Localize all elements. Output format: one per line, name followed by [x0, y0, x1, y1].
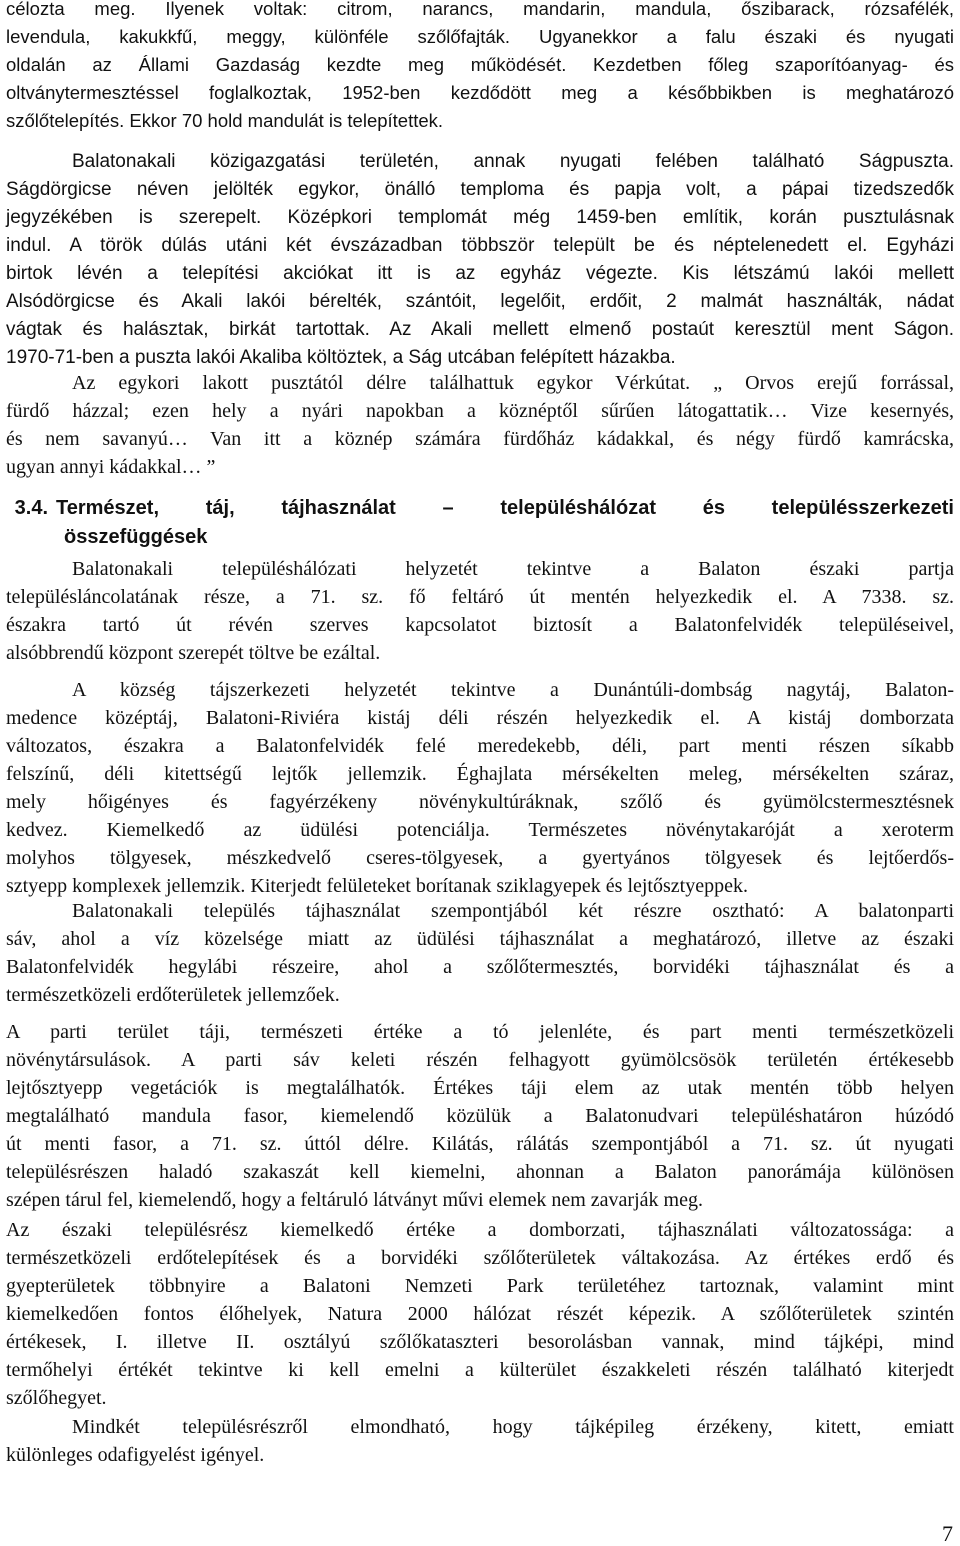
text-line: medence középtáj, Balatoni-Riviéra kistáj déli részén helyezkedik el. A kistáj domborzata [6, 707, 954, 729]
text-line: Balatonfelvidék hegylábi részeire, ahol a szőlőtermesztés, borvidéki tájhasználat és a [6, 956, 954, 978]
paragraph-northern-values [6, 1216, 954, 1412]
text-line: gyepterületek többnyire a Balatoni Nemzeti Park területéhez tartoznak, valamint mint [6, 1275, 954, 1297]
paragraph-shore-values [6, 1018, 954, 1214]
text-line: Ságdörgicse néven jelölték egykor, önálló temploma és papja volt, a pápai tizedszedők [6, 179, 954, 200]
text-line: Mindkét településrészről elmondható, hogy tájképileg érzékeny, kitett, emiatt [72, 1416, 954, 1438]
text-line: megtalálható mandula fasor, kiemelendő közülük a Balatonudvari településhatáron húzódó [6, 1105, 954, 1127]
text-line: A parti terület táji, természeti értéke a tó jelenléte, és part menti természetközeli [6, 1021, 954, 1043]
paragraph-verkut [6, 369, 954, 481]
paragraph-land-use [6, 897, 954, 1009]
section-heading [14, 494, 954, 552]
page-number: 7 [942, 1521, 953, 1546]
text-line: természetközeli erdőtelepítések és a borvidéki szőlőterületek váltakozása. Az értékes erdő és [6, 1247, 954, 1269]
text-line: sáv, ahol a víz közelsége miatt az üdülési tájhasználat a meghatározó, illetve az északi [6, 928, 954, 950]
text-line: Az északi településrész kiemelkedő értéke a domborzati, tájhasználati változatossága: a [6, 1219, 954, 1241]
text-line: birtok lévén a telepítési akciókat itt is az egyház végezte. Kis létszámú lakói mellett [6, 263, 954, 284]
paragraph-citrus-and-state-farm [6, 0, 954, 135]
text-line: kiemelkedően fontos élőhelyek, Natura 2000 hálózat részét képezik. A szőlőterületek szintén [6, 1303, 954, 1325]
text-line: Balatonakali településhálózati helyzetét tekintve a Balaton északi partja [72, 558, 954, 580]
text-line: fürdő házzal; ezen hely a nyári napokban a köznéptől sűrűen látogattatik… Vize kesernyés, [6, 400, 954, 422]
paragraph-landscape-structure [6, 676, 954, 900]
text-line: szépen tárul fel, kiemelendő, hogy a feltáruló látványt művi elemek nem zavarják meg. [6, 1189, 703, 1211]
text-line: természetközeli erdőterületek jellemzőek. [6, 984, 340, 1006]
text-line: településláncolatának része, a 71. sz. fő feltáró út mentén helyezkedik el. A 7338. sz. [6, 586, 954, 608]
section-title-line: összefüggések [64, 526, 208, 548]
text-line: növénytársulások. A parti sáv keleti részén felhagyott gyümölcsösök területén értékesebb [6, 1049, 954, 1071]
text-line: oldalán az Állami Gazdaság kezdte meg működését. Kezdetben főleg szaporítóanyag- és [6, 54, 954, 75]
text-line: mely hőigényes és fagyérzékeny növénykultúráknak, szőlő és gyümölcstermesztésnek [6, 791, 954, 813]
paragraph-sagpuszta [6, 148, 954, 372]
text-line: szőlőtelepítés. Ekkor 70 hold mandulát is telepítettek. [6, 110, 444, 131]
text-line: A község tájszerkezeti helyzetét tekintve a Dunántúli-dombság nagytáj, Balaton- [72, 679, 954, 701]
text-line: Balatonakali közigazgatási területén, annak nyugati felében található Ságpuszta. [72, 151, 954, 172]
text-line: különleges odafigyelést igényel. [6, 1444, 265, 1466]
text-line: vágtak és halásztak, birkát tartottak. Az Akali mellett elmenő postaút keresztül ment Ságon. [6, 319, 954, 340]
text-line: északra tartó út révén szerves kapcsolatot biztosít a Balatonfelvidék településeivel, [6, 614, 954, 636]
text-line: szőlőhegyet. [6, 1387, 107, 1409]
text-line: településrészen haladó szakaszát kell kiemelni, ahonnan a Balaton panorámája különösen [6, 1161, 954, 1183]
text-line: lejtősztyepp vegetációk is megtalálhatók. Értékes táji elem az utak mentén több helyen [6, 1077, 954, 1099]
text-line: célozta meg. Ilyenek voltak: citrom, narancs, mandarin, mandula, őszibarack, rózsafélék, [6, 0, 954, 19]
text-line: értékesek, I. illetve II. osztályú szőlőkataszteri besorolásban vannak, mind tájképi, mind [6, 1331, 954, 1353]
text-line: Az egykori lakott pusztától délre találhattuk egykor Vérkútat. „ Orvos erejű forrással, [72, 372, 954, 394]
paragraph-conclusion [6, 1413, 954, 1469]
text-line: oltványtermesztéssel foglalkoztak, 1952-ben kezdődött meg a későbbikben is meghatározó [6, 82, 954, 103]
text-line: kedvez. Kiemelkedő az üdülési potenciálja. Természetes növénytakaróját a xeroterm [6, 819, 954, 841]
text-line: ugyan annyi kádakkal… ” [6, 456, 216, 478]
text-line: változatos, északra a Balatonfelvidék felé meredekebb, déli, part menti részen síkabb [6, 735, 954, 757]
paragraph-settlement-network [6, 555, 954, 667]
section-title-line: Természet, táj, tájhasználat – településhálózat és településszerkezeti [56, 497, 954, 519]
text-line: Alsódörgicse és Akali lakói bérelték, szántóit, legelőit, erdőit, 2 malmát használták, nádat [6, 291, 954, 312]
text-line: 1970-71-ben a puszta lakói Akaliba költöztek, a Ság utcában felépített házakba. [6, 347, 676, 368]
section-number: 3.4. [14, 497, 48, 519]
text-line: út menti fasor, a 71. sz. úttól délre. Kilátás, rálátás szempontjából a 71. sz. út nyugati [6, 1133, 954, 1155]
text-line: levendula, kakukkfű, meggy, különféle szőlőfajták. Ugyanekkor a falu északi és nyugati [6, 26, 954, 47]
text-line: sztyepp komplexek jellemzik. Kiterjedt felületeket borítanak sziklagyepek és lejtősztyeppek. [6, 875, 748, 897]
text-line: felszínű, déli kitettségű lejtők jellemzik. Éghajlata mérsékelten meleg, mérsékelten száraz, [6, 763, 954, 785]
text-line: termőhelyi értékét tekintve ki kell emelni a külterület északkeleti részén található kiterjedt [6, 1359, 954, 1381]
text-line: jegyzékében is szerepelt. Középkori templomát még 1459-ben említik, korán pusztulásnak [6, 207, 954, 228]
text-line: Balatonakali település tájhasználat szempontjából két részre osztható: A balatonparti [72, 900, 954, 922]
text-line: és nem savanyú… Van itt a köznép számára fürdőház kádakkal, és négy fürdő kamrácska, [6, 428, 954, 450]
text-line: indul. A török dúlás utáni két évszázadban többször települt be és néptelenedett el. Egyházi [6, 235, 954, 256]
text-line: molyhos tölgyesek, mészkedvelő cseres-tölgyesek, a gyertyános tölgyesek és lejtőerdős- [6, 847, 954, 869]
text-line: alsóbbrendű központ szerepét töltve be ezáltal. [6, 642, 381, 664]
